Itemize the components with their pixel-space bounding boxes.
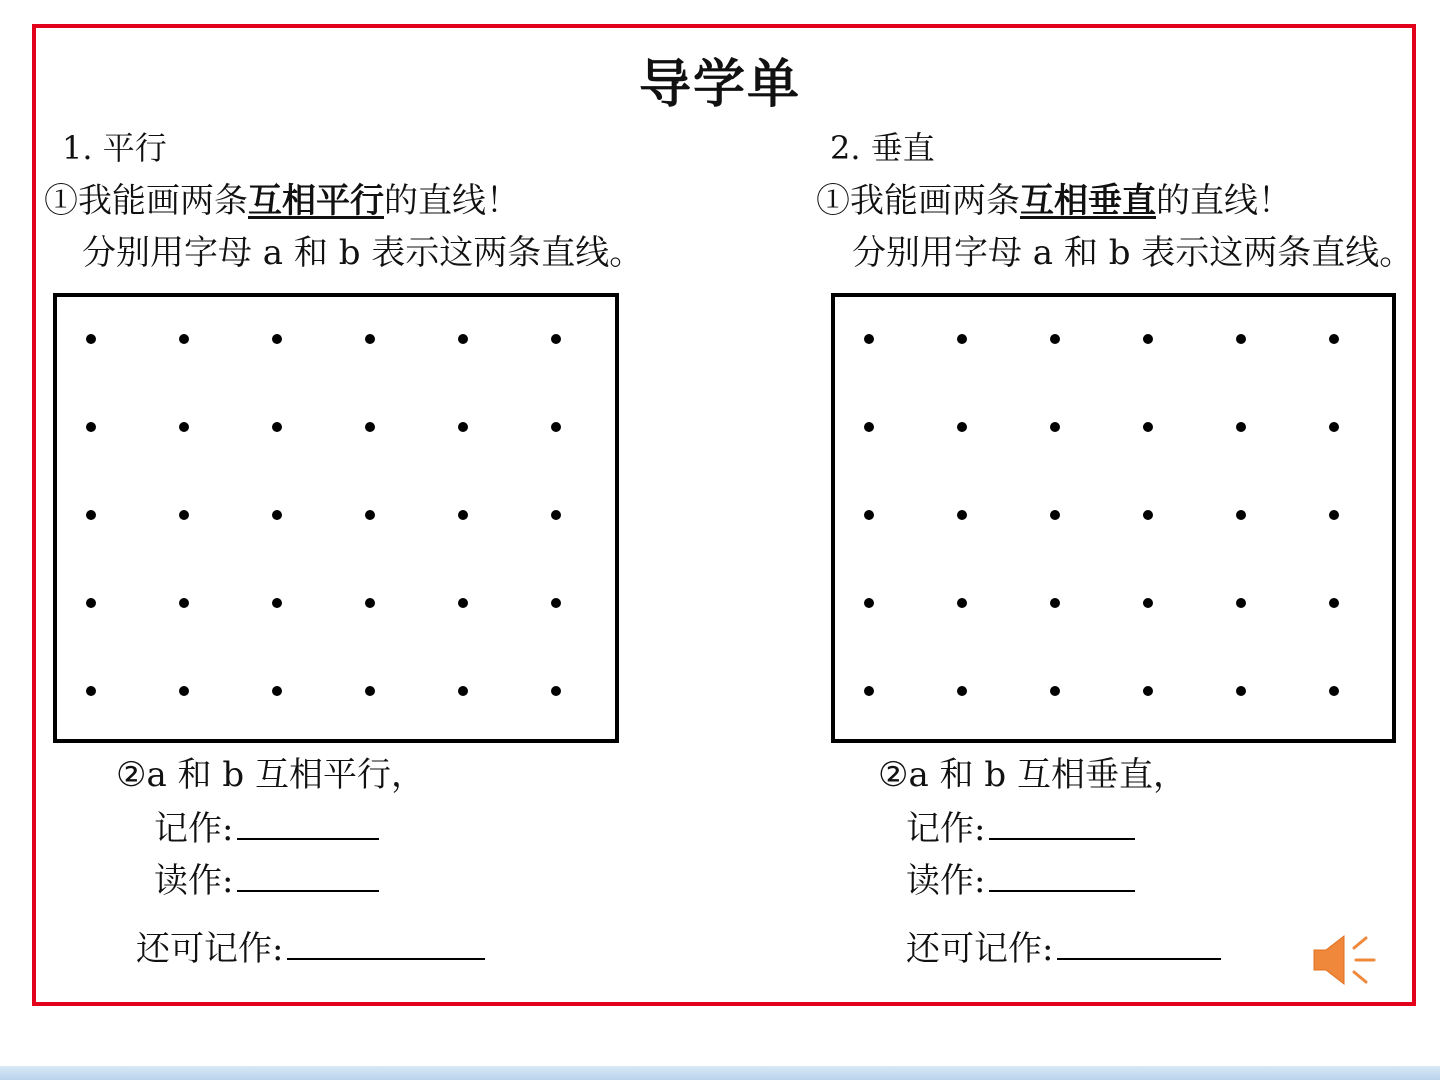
left-grid-dot[interactable] — [551, 334, 561, 344]
left-grid-dot[interactable] — [458, 510, 468, 520]
window-bottom-bar — [0, 1066, 1440, 1080]
right-read-label: 读作: — [906, 861, 986, 901]
page-title: 导学单 — [638, 54, 801, 115]
left-heading: 1. 平行 — [62, 129, 167, 167]
right-grid-dot[interactable] — [957, 598, 967, 608]
right-question-2: ②a 和 b 互相垂直， — [878, 755, 1187, 795]
left-grid-dot[interactable] — [365, 334, 375, 344]
left-grid-dot[interactable] — [551, 598, 561, 608]
left-grid-dot[interactable] — [179, 686, 189, 696]
right-instruction-1 — [816, 181, 1292, 221]
left-record-label: 记作: — [154, 809, 234, 849]
right-heading: 2. 垂直 — [830, 129, 935, 167]
left-grid-dot[interactable] — [551, 510, 561, 520]
right-grid-dot[interactable] — [957, 422, 967, 432]
left-grid-dot[interactable] — [458, 422, 468, 432]
left-instruction-post: 的直线！ — [384, 181, 520, 221]
left-grid-dot[interactable] — [272, 334, 282, 344]
left-grid-dot[interactable] — [272, 686, 282, 696]
left-grid-dot[interactable] — [365, 510, 375, 520]
right-grid-dot[interactable] — [1143, 422, 1153, 432]
left-read-label: 读作: — [154, 861, 234, 901]
right-grid-dot[interactable] — [957, 334, 967, 344]
right-grid-dot[interactable] — [1050, 334, 1060, 344]
left-instruction-emphasis: 互相平行 — [248, 181, 384, 221]
left-grid-dot[interactable] — [551, 422, 561, 432]
right-instruction-emphasis: 互相垂直 — [1020, 181, 1156, 221]
right-grid-dot[interactable] — [864, 598, 874, 608]
left-grid-dot[interactable] — [458, 686, 468, 696]
left-grid-dot[interactable] — [86, 422, 96, 432]
left-grid-dot[interactable] — [272, 598, 282, 608]
left-grid-dot[interactable] — [272, 510, 282, 520]
left-dot-grid[interactable] — [53, 293, 619, 743]
right-alt-row — [906, 929, 1221, 969]
right-grid-dot[interactable] — [1236, 510, 1246, 520]
left-grid-dot[interactable] — [365, 422, 375, 432]
left-record-blank[interactable] — [237, 828, 379, 840]
left-grid-dot[interactable] — [86, 686, 96, 696]
right-grid-dot[interactable] — [1329, 686, 1339, 696]
left-grid-dot[interactable] — [86, 334, 96, 344]
left-instruction-1 — [44, 181, 520, 221]
left-grid-dot[interactable] — [179, 422, 189, 432]
left-grid-dot[interactable] — [86, 598, 96, 608]
right-grid-dot[interactable] — [1329, 422, 1339, 432]
right-grid-dot[interactable] — [864, 686, 874, 696]
right-grid-dot[interactable] — [1236, 686, 1246, 696]
right-grid-dot[interactable] — [1236, 422, 1246, 432]
left-grid-dot[interactable] — [458, 598, 468, 608]
right-grid-dot[interactable] — [1050, 686, 1060, 696]
right-alt-label: 还可记作: — [906, 929, 1054, 969]
left-grid-dot[interactable] — [551, 686, 561, 696]
left-alt-row — [136, 929, 485, 969]
left-question-2: ②a 和 b 互相平行， — [116, 755, 425, 795]
left-alt-blank[interactable] — [287, 948, 485, 960]
right-grid-dot[interactable] — [1050, 422, 1060, 432]
right-read-blank[interactable] — [989, 880, 1135, 892]
right-record-blank[interactable] — [989, 828, 1135, 840]
left-grid-dot[interactable] — [179, 334, 189, 344]
speaker-icon[interactable] — [1312, 932, 1384, 988]
left-grid-dot[interactable] — [365, 686, 375, 696]
right-grid-dot[interactable] — [1236, 334, 1246, 344]
left-record-row — [154, 809, 379, 849]
right-grid-dot[interactable] — [864, 422, 874, 432]
right-grid-dot[interactable] — [1236, 598, 1246, 608]
left-instruction-2: 分别用字母 a 和 b 表示这两条直线。 — [82, 233, 644, 273]
left-grid-dot[interactable] — [458, 334, 468, 344]
right-instruction-post: 的直线！ — [1156, 181, 1292, 221]
right-dot-grid[interactable] — [831, 293, 1396, 743]
left-alt-label: 还可记作: — [136, 929, 284, 969]
right-grid-dot[interactable] — [1329, 334, 1339, 344]
right-instruction-2: 分别用字母 a 和 b 表示这两条直线。 — [852, 233, 1414, 273]
right-grid-dot[interactable] — [864, 510, 874, 520]
right-grid-dot[interactable] — [864, 334, 874, 344]
right-alt-blank[interactable] — [1057, 948, 1221, 960]
right-record-label: 记作: — [906, 809, 986, 849]
right-grid-dot[interactable] — [1050, 510, 1060, 520]
right-grid-dot[interactable] — [957, 510, 967, 520]
right-grid-dot[interactable] — [1329, 510, 1339, 520]
left-instruction-pre: ①我能画两条 — [44, 181, 248, 221]
right-grid-dot[interactable] — [1143, 686, 1153, 696]
right-grid-dot[interactable] — [1329, 598, 1339, 608]
left-grid-dot[interactable] — [86, 510, 96, 520]
left-read-row — [154, 861, 379, 901]
right-grid-dot[interactable] — [1143, 334, 1153, 344]
right-read-row — [906, 861, 1135, 901]
left-grid-dot[interactable] — [272, 422, 282, 432]
right-instruction-pre: ①我能画两条 — [816, 181, 1020, 221]
left-grid-dot[interactable] — [179, 598, 189, 608]
right-grid-dot[interactable] — [1143, 510, 1153, 520]
left-read-blank[interactable] — [237, 880, 379, 892]
left-grid-dot[interactable] — [365, 598, 375, 608]
right-grid-dot[interactable] — [1050, 598, 1060, 608]
right-record-row — [906, 809, 1135, 849]
right-grid-dot[interactable] — [957, 686, 967, 696]
left-grid-dot[interactable] — [179, 510, 189, 520]
right-grid-dot[interactable] — [1143, 598, 1153, 608]
